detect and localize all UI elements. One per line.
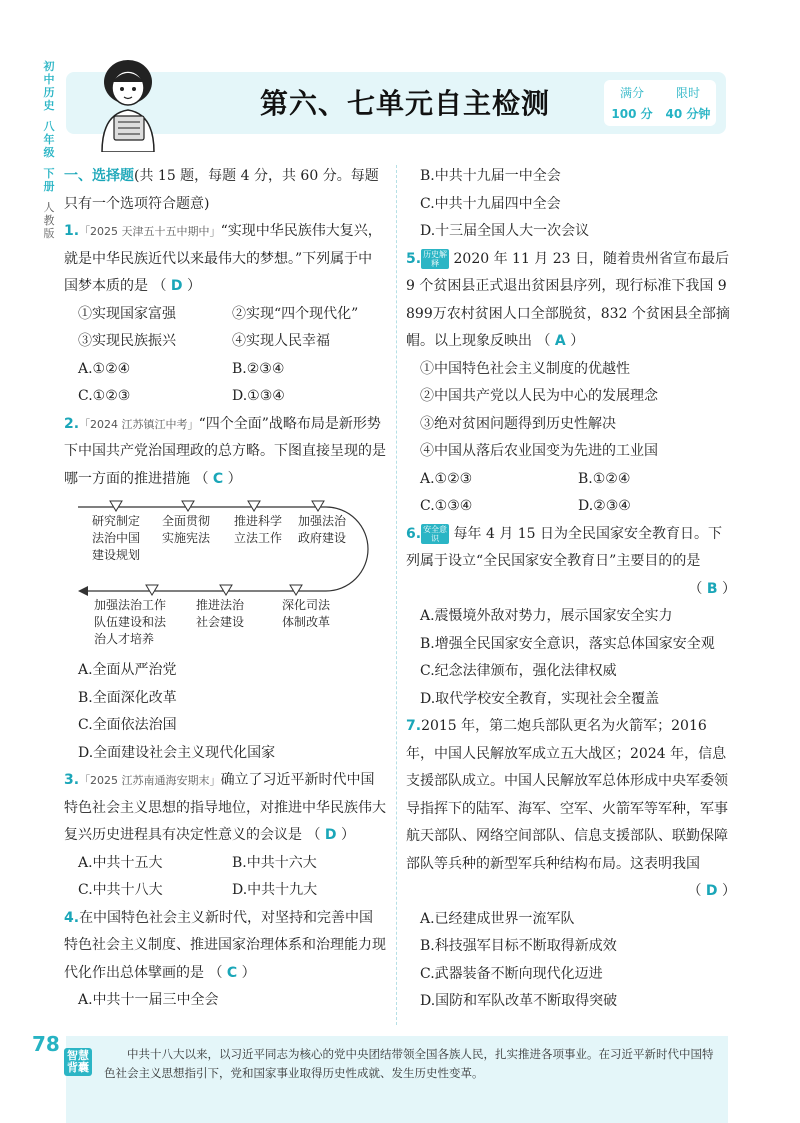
question-5-options-row1 (406, 466, 736, 494)
option: C.①③④ (420, 498, 473, 514)
diagram-step-4: 加强法治 政府建设 (298, 514, 347, 545)
side-grade-1: 八 (43, 120, 55, 133)
option: D.中共十九大 (232, 882, 318, 898)
question-source-tag: 「2024 江苏镇江中考」 (79, 417, 199, 431)
option: D.全面建设社会主义现代化国家 (78, 744, 276, 761)
option: C.中共十九届四中全会 (420, 195, 561, 212)
question-4-stem: 4.在中国特色社会主义新时代，对坚持和完善中国特色社会主义制度、推进国家治理体系和治理能力现代化作出总体擘画的是 （ C ） (64, 909, 386, 981)
option: A.①②③ (420, 470, 473, 487)
question-text: 在中国特色社会主义新时代，对坚持和完善中国特色社会主义制度、推进国家治理体系和治理能力现代化作出总体擘画的是 (64, 909, 386, 981)
option: B.中共十九届一中全会 (420, 168, 561, 184)
diagram-step-3: 推进科学 立法工作 (234, 514, 283, 545)
item: ②中国共产党以人民为中心的发展理念 (420, 388, 658, 404)
time-value: 40 分钟 (665, 107, 711, 121)
item: ③绝对贫困问题得到历史性解决 (420, 415, 616, 432)
question-2-stem: 2.「2024 江苏镇江中考」“四个全面”战略布局是新形势下中国共产党治国理政的总方略。下图直接呈现的是哪一方面的推进措施 （ C ） (64, 415, 386, 487)
answer-mark: C (226, 964, 238, 981)
question-badge: 历史解释 (423, 249, 448, 268)
answer-mark: D (705, 883, 718, 899)
item: ①实现国家富强 (78, 305, 176, 322)
option: D.①③④ (232, 388, 285, 404)
option: C.中共十八大 (78, 882, 163, 898)
answer-mark: A (554, 333, 566, 349)
side-volume-1: 下 (43, 167, 55, 180)
question-number: 4. (64, 909, 80, 926)
question-5-options-row2 (406, 493, 736, 521)
left-column (64, 163, 386, 1015)
rule-of-law-diagram (64, 497, 386, 655)
page-title: 第六、七单元自主检测 (259, 87, 550, 120)
time-label: 限时 (675, 86, 700, 100)
question-text: “四个全面”战略布局是新形势下中国共产党治国理政的总方略。下图直接呈现的是哪一方面的推进措施 (64, 415, 386, 487)
score-value: 100 分 (611, 107, 653, 121)
question-3-stem: 3.「2025 江苏南通海安期末」确立了习近平新时代中国特色社会主义思想的指导地位，对推进中华民族伟大复兴历史进程具有决定性意义的会议是 （ D ） (64, 772, 386, 843)
question-5-stem: 5. 历史解释 2020 年 11 月 23 日，随着贵州省宣布最后 9 个贫困县正式退出贫困县序列，现行标准下我国 9 899万农村贫困人口全部脱贫，832 个贫困县全部摘帽。以上现象反映出 （ A ） (406, 249, 730, 349)
answer-mark: D (324, 827, 337, 843)
score-box (604, 80, 716, 126)
diagram-step-2: 全面贯彻 实施宪法 (162, 514, 211, 545)
student-illustration (88, 52, 168, 152)
question-1-options-row2 (64, 383, 386, 411)
question-badge: 安全意识 (423, 524, 448, 543)
option: C.武器装备不断向现代化迈进 (420, 965, 603, 982)
side-edition-1: 人 (43, 201, 55, 214)
question-6-stem (406, 521, 736, 576)
option: B.全面深化改革 (78, 689, 177, 706)
score-label: 满分 (619, 86, 644, 100)
item: ③实现民族振兴 (78, 333, 176, 349)
question-text: 每年 4 月 15 日为全民国家安全教育日。下列属于设立“全民国家安全教育日”主要目的的是 (406, 525, 723, 569)
question-1-items-row2 (64, 328, 386, 356)
side-subject-4: 史 (43, 99, 55, 112)
question-text: 2015 年，第二炮兵部队更名为火箭军；2016 年，中国人民解放军成立五大战区；2024 年，信息支援部队成立。中国人民解放军总体形成中央军委领导指挥下的陆军、海军、空军、火箭军等军种，军事航天部队、网络空间部队、信息支援部队、联勤保障部队等兵种的新型军兵种结构布局。这表明我国 (406, 718, 728, 872)
option: C.纪念法律颁布，强化法律权威 (420, 663, 617, 679)
side-grade-3: 级 (43, 146, 55, 159)
option: B.①②④ (578, 470, 631, 487)
question-source-tag: 「2025 江苏南通海安期末」 (79, 774, 221, 787)
side-volume-2: 册 (43, 180, 55, 193)
diagram-step-1: 研究制定 法治中国 建设规划 (92, 514, 141, 562)
question-3-options-row2 (64, 877, 386, 905)
option: D.国防和军队改革不断取得突破 (420, 993, 618, 1009)
option: A.已经建成世界一流军队 (420, 910, 575, 927)
option: B.中共十六大 (232, 854, 317, 871)
option: A.全面从严治党 (78, 662, 177, 678)
footer-text: 中共十八大以来，以习近平同志为核心的党中央团结带领全国各族人民，扎实推进各项事业。在习近平新时代中国特色社会主义思想指引下，党和国家事业取得历史性成就、发生历史性变革。 (104, 1047, 714, 1080)
footer-label: 智慧背囊 (64, 1048, 92, 1076)
item: ④实现人民幸福 (232, 333, 330, 349)
option: D.②③④ (578, 498, 631, 514)
side-subject-2: 中 (43, 73, 55, 86)
question-source-tag: 「2025 天津五十五中期中」 (79, 225, 221, 238)
right-column (406, 163, 736, 1016)
option: A.中共十一届三中全会 (78, 992, 219, 1008)
question-number: 7. (406, 718, 422, 734)
side-edition-2: 教 (43, 214, 55, 227)
answer-mark: B (706, 580, 718, 597)
side-subject-1: 初 (43, 60, 55, 73)
answer-mark: D (170, 278, 183, 294)
section-title: 一、选择题 (64, 168, 134, 184)
diagram-step-7: 深化司法 体制改革 (282, 598, 331, 629)
question-number: 2. (64, 415, 80, 432)
side-tab (38, 60, 60, 360)
item: ②实现“四个现代化” (232, 305, 359, 322)
answer-line: （ B ） (688, 580, 736, 597)
option: D.取代学校安全教育，实现社会全覆盖 (420, 690, 660, 707)
option: B.增强全民国家安全意识，落实总体国家安全观 (420, 635, 715, 652)
column-divider (396, 165, 397, 1025)
question-7-stem (406, 713, 736, 878)
item: ①中国特色社会主义制度的优越性 (420, 360, 630, 377)
answer-line: （ D ） (687, 883, 736, 899)
question-3-options-row1 (64, 850, 386, 878)
item: ④中国从落后农业国变为先进的工业国 (420, 443, 658, 459)
question-number: 1. (64, 223, 80, 239)
question-number: 6. (406, 525, 422, 542)
section-desc: (共 15 题，每题 4 分，共 60 分。每题只有一个选项符合题意) (64, 168, 379, 212)
question-text: 确立了习近平新时代中国特色社会主义思想的指导地位，对推进中华民族伟大复兴历史进程具有决定性意义的会议是 (64, 772, 386, 843)
diagram-step-5: 加强法治工作 队伍建设和法 治人才培养 (94, 598, 167, 646)
question-1-options-row1 (64, 356, 386, 384)
side-subject-3: 历 (43, 86, 55, 99)
question-text: 2020 年 11 月 23 日，随着贵州省宣布最后 9 个贫困县正式退出贫困县序列，现行标准下我国 9 899万农村贫困人口全部脱贫，832 个贫困县全部摘帽。以上现象反映出 (406, 250, 730, 349)
option: B.②③④ (232, 360, 285, 377)
question-number: 3. (64, 772, 80, 788)
question-1-items-row1 (64, 301, 386, 329)
diagram-step-6: 推进法治 社会建设 (196, 598, 245, 629)
question-number: 5. (406, 250, 422, 267)
answer-mark: C (212, 470, 224, 487)
question-text: “实现中华民族伟大复兴，就是中华民族近代以来最伟大的梦想。”下列属于中国梦本质的是 (64, 223, 382, 294)
side-grade-2: 年 (43, 133, 55, 146)
option: A.中共十五大 (78, 854, 163, 871)
page-number: 78 (32, 1032, 60, 1056)
section-heading (64, 163, 386, 218)
side-edition-3: 版 (43, 227, 55, 240)
question-1-stem: 1.「2025 天津五十五中期中」“实现中华民族伟大复兴，就是中华民族近代以来最伟大的梦想。”下列属于中国梦本质的是 （ D ） (64, 223, 382, 294)
option: A.震慑境外敌对势力，展示国家安全实力 (420, 608, 673, 624)
option: A.①②④ (78, 360, 131, 377)
option: C.①②③ (78, 388, 131, 404)
option: D.十三届全国人大一次会议 (420, 223, 590, 239)
option: C.全面依法治国 (78, 717, 177, 733)
option: B.科技强军目标不断取得新成效 (420, 938, 617, 954)
